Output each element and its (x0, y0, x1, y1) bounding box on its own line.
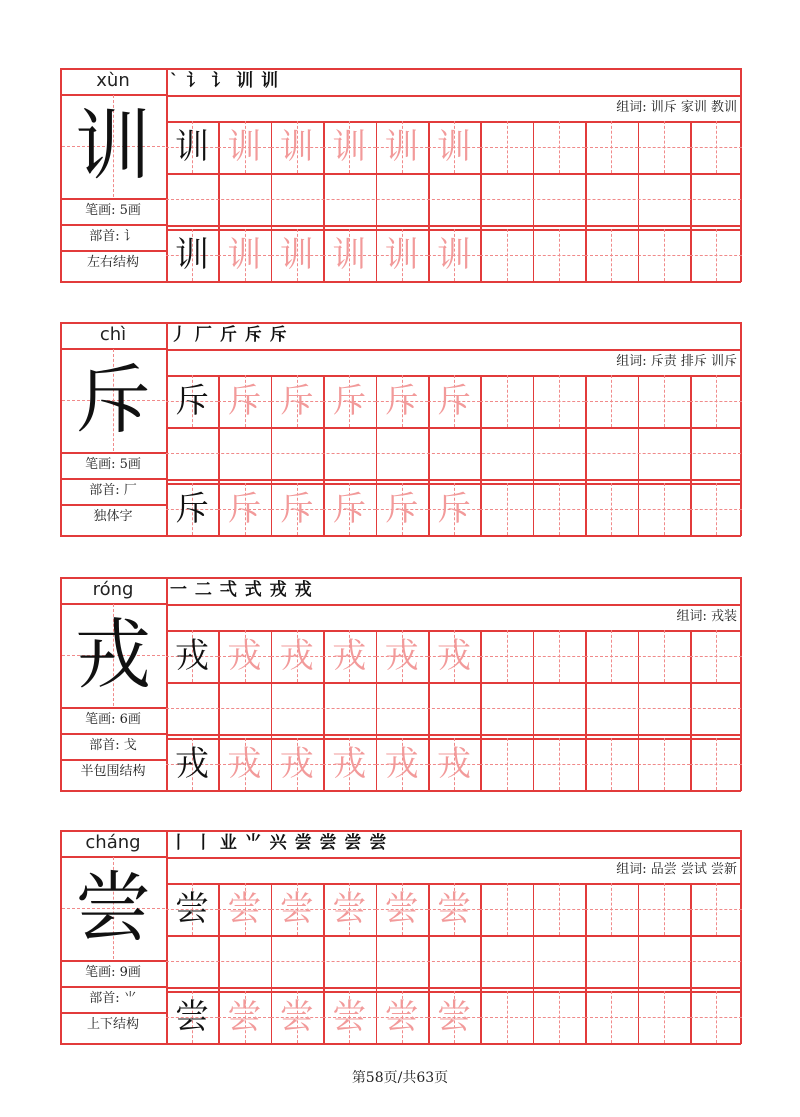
cell-guide-h (638, 255, 690, 256)
cell-guide-h (585, 764, 637, 765)
cell-guide-h (638, 909, 690, 910)
word-list: 组词: 戎装 (676, 609, 737, 624)
pinyin: xùn (96, 70, 130, 91)
trace-character: 斥 (332, 489, 367, 529)
grid-col-line (533, 883, 535, 1044)
trace-character: 戎 (279, 744, 314, 784)
radical: 部首: ⺌ (89, 991, 137, 1006)
model-character: 戎 (175, 744, 209, 784)
stroke-count: 笔画: 9画 (85, 965, 141, 980)
trace-character: 戎 (384, 636, 419, 676)
trace-character: 斥 (279, 489, 314, 529)
character-block (60, 830, 741, 1044)
trace-character: 斥 (279, 381, 314, 421)
cell-guide-h (638, 764, 690, 765)
trace-character: 训 (227, 127, 262, 167)
trace-character: 尝 (332, 997, 367, 1037)
grid-col-line (585, 375, 587, 536)
cell-guide-h (480, 509, 532, 510)
grid-col-line (533, 121, 535, 282)
cell-guide-h (585, 656, 637, 657)
trace-character: 训 (279, 235, 314, 275)
main-character: 尝 (75, 863, 151, 952)
grid-col-line (533, 630, 535, 791)
cell-guide-h (480, 909, 532, 910)
cell-guide-h (533, 909, 585, 910)
trace-character: 训 (384, 235, 419, 275)
trace-character: 戎 (384, 744, 419, 784)
grid-row-line (166, 734, 741, 736)
middle-guide (166, 961, 741, 962)
cell-guide-h (690, 1017, 742, 1018)
cell-guide-h (533, 656, 585, 657)
grid-col-line (690, 375, 692, 536)
cell-guide-h (690, 764, 742, 765)
trace-character: 训 (227, 235, 262, 275)
model-character: 尝 (175, 889, 209, 929)
cell-guide-h (690, 255, 742, 256)
pinyin: chì (99, 324, 127, 345)
grid-col-line (638, 375, 640, 536)
cell-guide-h (585, 509, 637, 510)
cell-guide-h (690, 509, 742, 510)
cell-guide-h (533, 764, 585, 765)
trace-character: 尝 (279, 997, 314, 1037)
trace-character: 尝 (384, 997, 419, 1037)
trace-character: 戎 (279, 636, 314, 676)
cell-guide-h (480, 147, 532, 148)
word-list: 组词: 训斥 家训 教训 (616, 100, 737, 115)
page-footer: 第58页/共63页 (351, 1070, 449, 1086)
character-block (60, 577, 741, 791)
cell-guide-h (690, 147, 742, 148)
trace-character: 训 (437, 127, 471, 167)
cell-guide-h (690, 656, 742, 657)
trace-character: 戎 (227, 636, 262, 676)
trace-character: 斥 (437, 381, 471, 421)
trace-character: 训 (332, 235, 367, 275)
cell-guide-h (638, 401, 690, 402)
grid-row-line (166, 427, 741, 429)
grid-col-line (480, 630, 482, 791)
frame-right (740, 830, 742, 1044)
grid-row-line (166, 790, 741, 792)
order-divider (166, 604, 741, 606)
grid-col-line (585, 630, 587, 791)
trace-character: 尝 (279, 889, 314, 929)
grid-col-line (480, 883, 482, 1044)
trace-character: 戎 (227, 744, 262, 784)
grid-col-line (585, 121, 587, 282)
stroke-order: ` 讠 讠 训 训 (170, 71, 280, 91)
cell-guide-h (690, 909, 742, 910)
trace-character: 尝 (227, 889, 262, 929)
grid-row-line (166, 173, 741, 175)
trace-character: 尝 (437, 997, 471, 1037)
grid-row-line (166, 682, 741, 684)
grid-row-line (166, 281, 741, 283)
stroke-order: 丿 厂 斤 斥 斥 (170, 325, 288, 345)
trace-character: 戎 (437, 636, 471, 676)
stroke-order: 丨 丨 业 ⺌ 兴 尝 尝 尝 尝 (170, 833, 388, 853)
cell-guide-h (533, 147, 585, 148)
trace-character: 尝 (437, 889, 471, 929)
grid-col-line (638, 883, 640, 1044)
grid-col-line (480, 375, 482, 536)
pinyin: cháng (85, 832, 141, 853)
trace-character: 斥 (227, 489, 262, 529)
grid-col-line (690, 630, 692, 791)
frame-right (740, 68, 742, 282)
cell-guide-h (638, 656, 690, 657)
cell-guide-h (533, 401, 585, 402)
grid-col-line (690, 883, 692, 1044)
trace-character: 尝 (384, 889, 419, 929)
model-character: 训 (175, 235, 209, 275)
character-block (60, 68, 741, 282)
grid-col-line (638, 121, 640, 282)
cell-guide-h (638, 509, 690, 510)
cell-guide-h (480, 1017, 532, 1018)
character-block (60, 322, 741, 536)
trace-character: 戎 (437, 744, 471, 784)
cell-guide-h (480, 764, 532, 765)
structure: 独体字 (93, 509, 133, 524)
radical: 部首: 厂 (89, 483, 137, 498)
grid-row-line (166, 987, 741, 989)
trace-character: 戎 (332, 744, 367, 784)
main-character: 戎 (75, 610, 151, 699)
cell-guide-h (638, 147, 690, 148)
word-list: 组词: 品尝 尝试 尝新 (616, 862, 737, 877)
trace-character: 斥 (384, 381, 419, 421)
cell-guide-h (585, 1017, 637, 1018)
stroke-count: 笔画: 5画 (85, 203, 141, 218)
model-character: 训 (175, 127, 209, 167)
trace-character: 尝 (332, 889, 367, 929)
grid-col-line (585, 883, 587, 1044)
trace-character: 尝 (227, 997, 262, 1037)
cell-guide-h (585, 909, 637, 910)
radical: 部首: 戈 (89, 738, 137, 753)
cell-guide-h (533, 509, 585, 510)
grid-col-line (533, 375, 535, 536)
grid-row-line (166, 1043, 741, 1045)
trace-character: 训 (279, 127, 314, 167)
model-character: 戎 (175, 636, 209, 676)
trace-character: 训 (332, 127, 367, 167)
word-list: 组词: 斥责 排斥 训斥 (616, 354, 737, 369)
model-character: 斥 (175, 381, 209, 421)
cell-guide-h (585, 147, 637, 148)
stroke-count: 笔画: 5画 (85, 457, 141, 472)
cell-guide-h (585, 255, 637, 256)
stroke-count: 笔画: 6画 (85, 712, 141, 727)
cell-guide-h (533, 255, 585, 256)
grid-row-line (166, 935, 741, 937)
grid-row-line (166, 225, 741, 227)
grid-row-line (166, 535, 741, 537)
cell-guide-h (638, 1017, 690, 1018)
trace-character: 斥 (227, 381, 262, 421)
middle-guide (166, 453, 741, 454)
pinyin: róng (92, 579, 134, 600)
main-character: 训 (75, 101, 151, 190)
grid-col-line (690, 121, 692, 282)
trace-character: 训 (437, 235, 471, 275)
trace-character: 戎 (332, 636, 367, 676)
grid-col-line (638, 630, 640, 791)
trace-character: 斥 (332, 381, 367, 421)
main-character: 斥 (75, 355, 151, 444)
radical: 部首: 讠 (89, 229, 137, 244)
grid-row-line (166, 479, 741, 481)
frame-right (740, 322, 742, 536)
cell-guide-h (585, 401, 637, 402)
cell-guide-h (690, 401, 742, 402)
cell-guide-h (480, 255, 532, 256)
trace-character: 斥 (437, 489, 471, 529)
structure: 上下结构 (86, 1017, 139, 1032)
grid-col-line (480, 121, 482, 282)
frame-right (740, 577, 742, 791)
structure: 半包围结构 (80, 764, 146, 779)
cell-guide-h (480, 401, 532, 402)
middle-guide (166, 708, 741, 709)
cell-guide-h (480, 656, 532, 657)
model-character: 尝 (175, 997, 209, 1037)
structure: 左右结构 (86, 255, 139, 270)
trace-character: 训 (384, 127, 419, 167)
model-character: 斥 (175, 489, 209, 529)
stroke-order: 一 二 弌 式 戎 戎 (170, 580, 313, 600)
trace-character: 斥 (384, 489, 419, 529)
cell-guide-h (533, 1017, 585, 1018)
middle-guide (166, 199, 741, 200)
